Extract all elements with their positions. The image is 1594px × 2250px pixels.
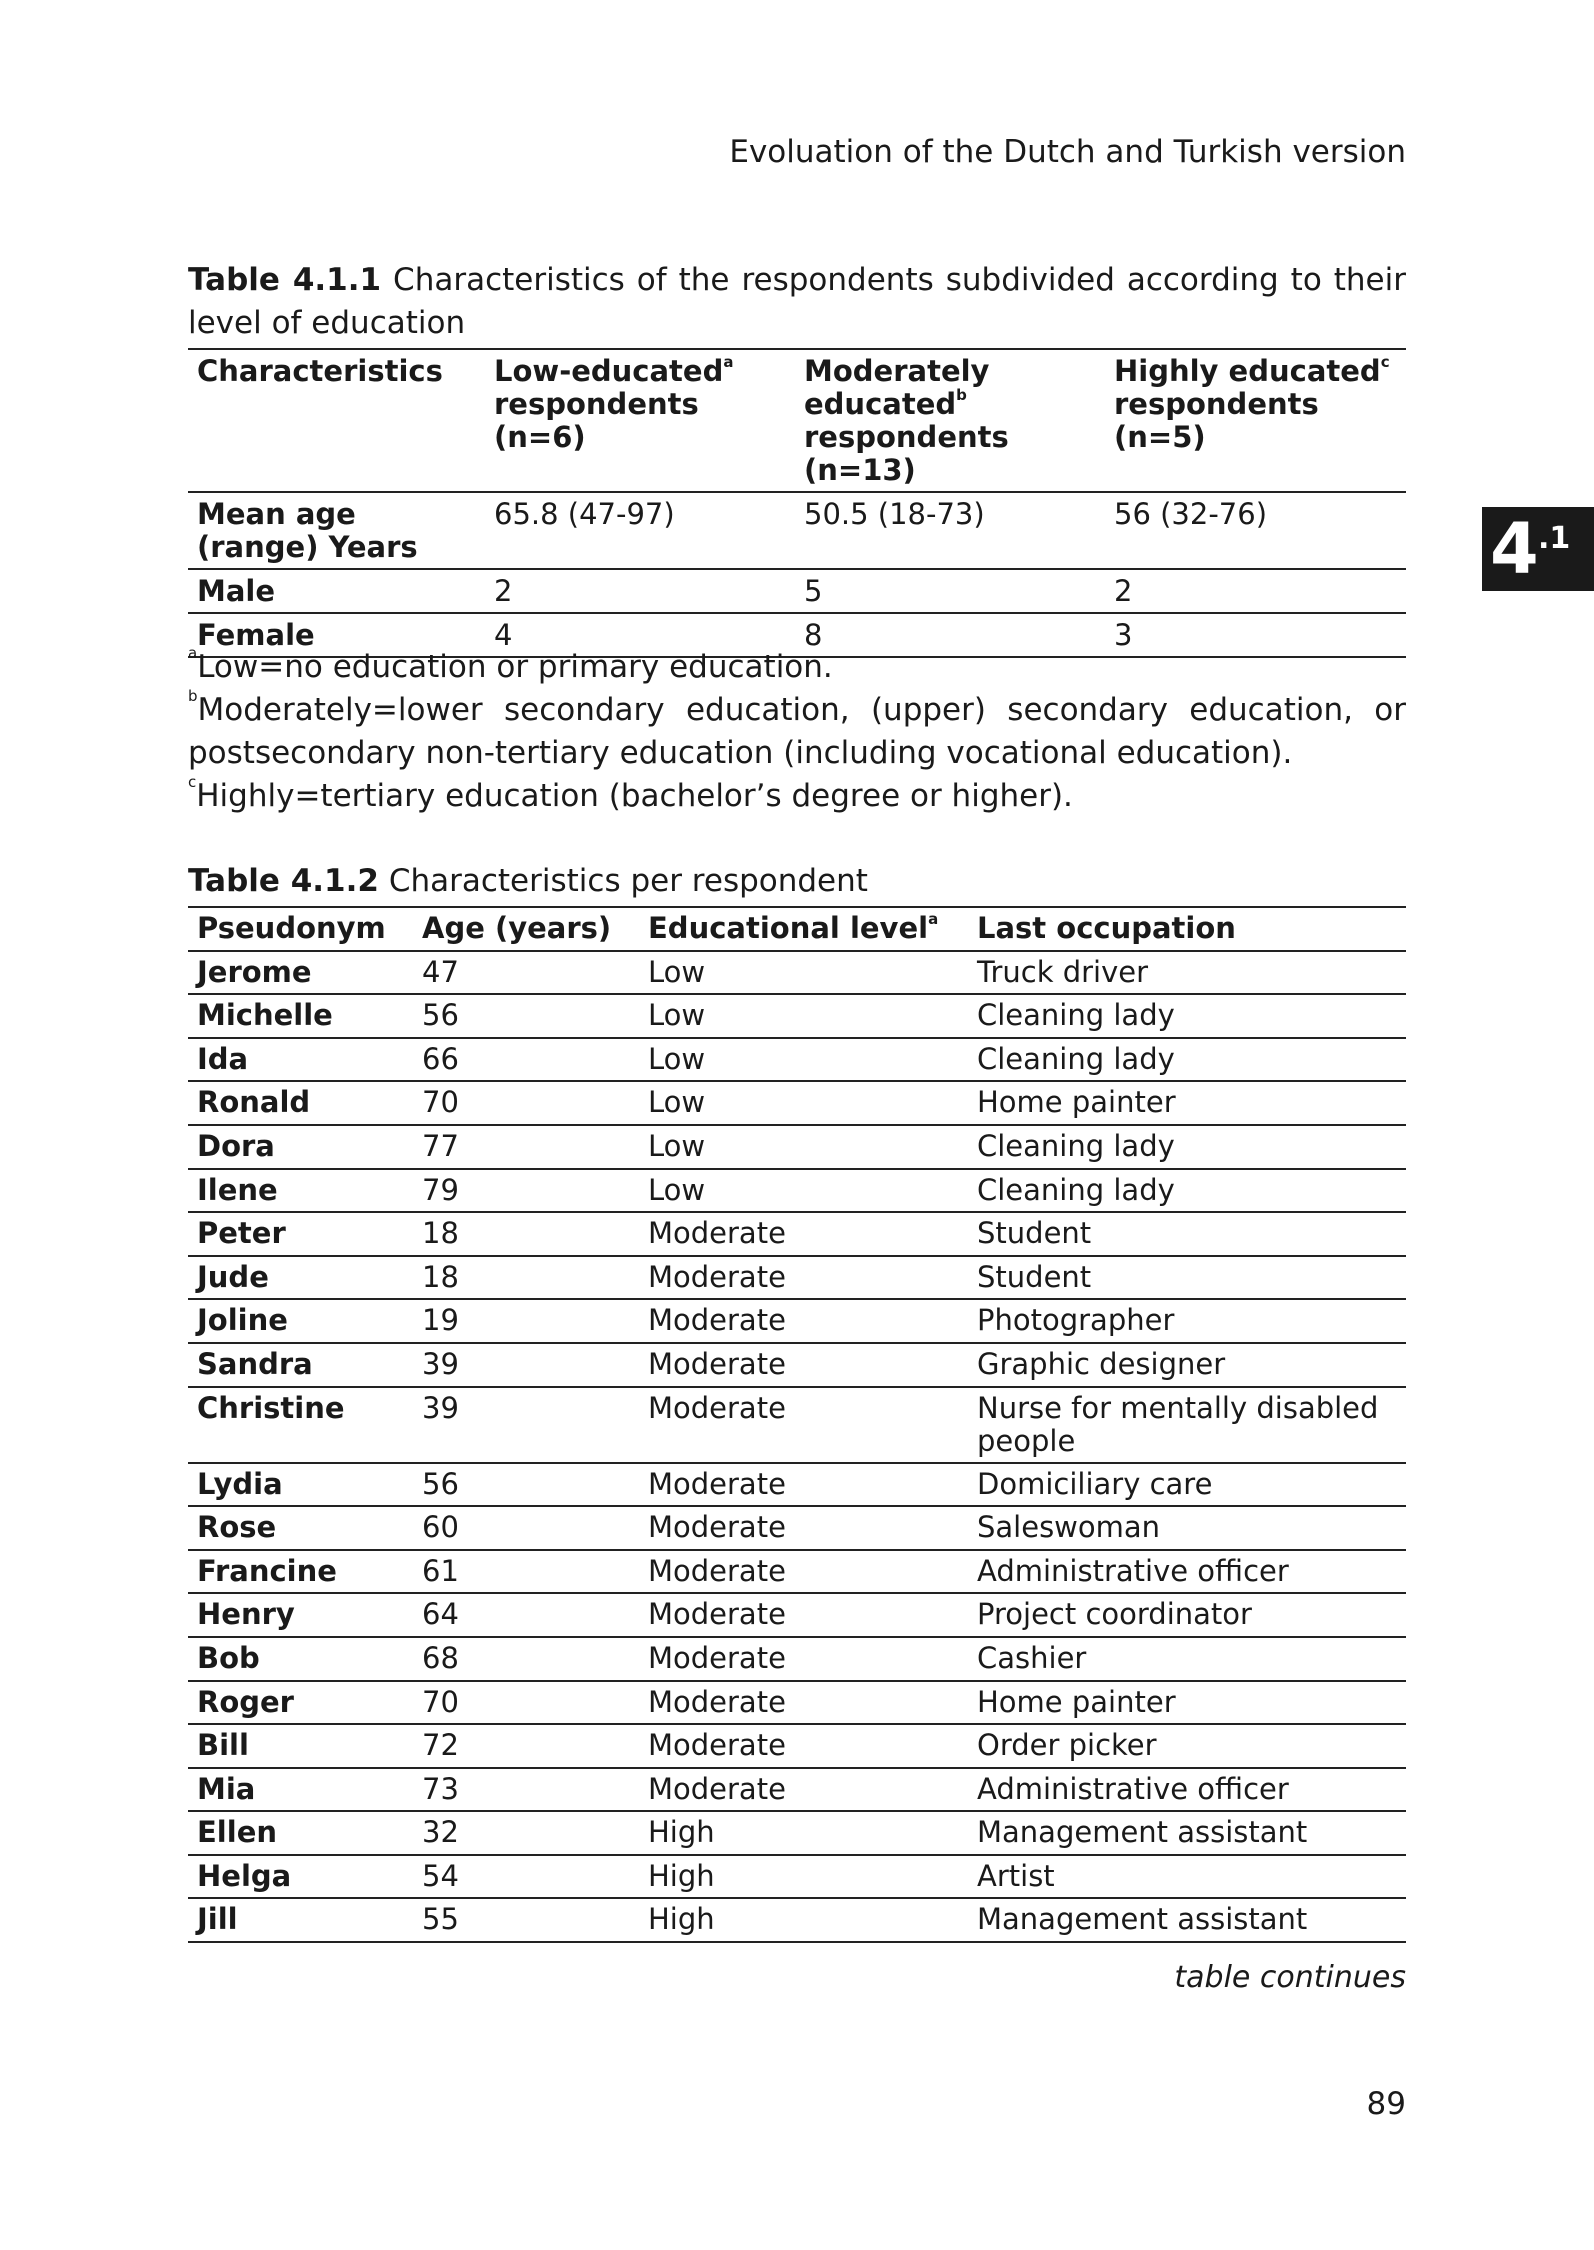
table-row — [188, 1256, 1406, 1300]
cell: 32 — [422, 1815, 459, 1850]
cell: 77 — [422, 1128, 459, 1163]
table-row — [188, 1343, 1406, 1387]
row-label: Peter — [197, 1216, 286, 1251]
cell: Management assistant — [977, 1815, 1308, 1850]
cell: 19 — [422, 1303, 459, 1338]
row-label: Ilene — [197, 1172, 278, 1207]
cell: 4 — [494, 618, 513, 652]
cell: 55 — [422, 1902, 459, 1937]
cell: 39 — [422, 1346, 459, 1381]
cell: Home painter — [977, 1085, 1176, 1120]
cell: Administrative officer — [977, 1771, 1289, 1806]
table-row — [188, 1387, 1406, 1463]
cell: Order picker — [977, 1728, 1157, 1763]
table-row — [188, 1299, 1406, 1343]
cell: Moderate — [648, 1466, 786, 1501]
row-label: Christine — [197, 1390, 345, 1425]
cell: Student — [977, 1259, 1092, 1294]
cell: 2 — [494, 574, 513, 608]
col-header: Low-educated$^a$ respondents (n=6) — [494, 353, 734, 454]
chapter-number: 4 — [1490, 508, 1539, 590]
cell: Cleaning lady — [977, 998, 1175, 1033]
row-label: Jerome — [197, 954, 312, 989]
cell: 65.8 (47-97) — [494, 497, 675, 531]
cell: 73 — [422, 1771, 459, 1806]
cell: Nurse for mentally disabled people — [977, 1390, 1379, 1458]
cell: Moderate — [648, 1346, 786, 1381]
cell: Moderate — [648, 1728, 786, 1763]
row-label: Sandra — [197, 1346, 313, 1381]
row-label: Rose — [197, 1510, 277, 1545]
cell: Home painter — [977, 1684, 1176, 1719]
col-header: Characteristics — [197, 354, 443, 388]
cell: 56 — [422, 998, 459, 1033]
table-row — [188, 1855, 1406, 1899]
table-row — [188, 492, 1406, 569]
row-label: Mia — [197, 1771, 256, 1806]
cell: Student — [977, 1216, 1092, 1251]
cell: 79 — [422, 1172, 459, 1207]
cell: 18 — [422, 1216, 459, 1251]
col-header: Highly educated$^c$ respondents (n=5) — [1114, 353, 1390, 454]
row-label: Bill — [197, 1728, 249, 1763]
running-header: Evoluation of the Dutch and Turkish version — [729, 134, 1406, 170]
table-row — [188, 1212, 1406, 1256]
table2 — [188, 906, 1406, 1943]
cell: Project coordinator — [977, 1597, 1252, 1632]
table-continues-note: table continues — [1174, 1960, 1406, 1995]
table-row — [188, 1550, 1406, 1594]
chapter-tab — [1482, 507, 1594, 591]
table-row — [188, 1463, 1406, 1507]
table1 — [188, 348, 1406, 658]
cell: Graphic designer — [977, 1346, 1226, 1381]
table-row — [188, 1593, 1406, 1637]
row-label: Ellen — [197, 1815, 278, 1850]
cell: Administrative officer — [977, 1553, 1289, 1588]
col-header: Last occupation — [977, 911, 1236, 945]
chapter-subnumber: .1 — [1538, 521, 1571, 556]
cell: 61 — [422, 1553, 459, 1588]
cell: 8 — [804, 618, 823, 652]
cell: Saleswoman — [977, 1510, 1161, 1545]
cell: Moderate — [648, 1390, 786, 1425]
cell: Moderate — [648, 1640, 786, 1675]
page-number: 89 — [1366, 2086, 1406, 2122]
row-label: Dora — [197, 1128, 275, 1163]
table1-caption: Table 4.1.1 Characteristics of the respondents subdivided according to their level of education — [188, 262, 1406, 341]
row-label: Ida — [197, 1041, 249, 1076]
cell: 64 — [422, 1597, 459, 1632]
cell: Moderate — [648, 1216, 786, 1251]
table1-header-row — [188, 349, 1406, 492]
col-header: Moderately educated$^b$ respondents (n=13) — [804, 354, 1009, 487]
cell: Management assistant — [977, 1902, 1308, 1937]
cell: High — [648, 1815, 715, 1850]
footnote: $^c$Highly=tertiary education (bachelor’s degree or higher). — [188, 773, 1073, 814]
cell: Artist — [977, 1858, 1055, 1893]
cell: Cleaning lady — [977, 1041, 1175, 1076]
cell: Moderate — [648, 1259, 786, 1294]
cell: Low — [648, 954, 706, 989]
col-header: Pseudonym — [197, 911, 386, 945]
row-label: Ronald — [197, 1085, 311, 1120]
cell: Low — [648, 1041, 706, 1076]
table-row — [188, 1637, 1406, 1681]
table-row — [188, 1724, 1406, 1768]
table-row — [188, 1169, 1406, 1213]
cell: 60 — [422, 1510, 459, 1545]
cell: Moderate — [648, 1510, 786, 1545]
row-label: Bob — [197, 1640, 260, 1675]
row-label: Male — [197, 574, 276, 608]
col-header: Educational level$^a$ — [648, 910, 939, 945]
row-label: Female — [197, 618, 315, 652]
cell: Moderate — [648, 1771, 786, 1806]
table-row — [188, 1081, 1406, 1125]
cell: 47 — [422, 954, 459, 989]
cell: 3 — [1114, 618, 1133, 652]
cell: High — [648, 1858, 715, 1893]
row-label: Jude — [197, 1259, 269, 1294]
row-label: Michelle — [197, 998, 333, 1033]
cell: Cleaning lady — [977, 1172, 1175, 1207]
cell: Cleaning lady — [977, 1128, 1175, 1163]
cell: Moderate — [648, 1597, 786, 1632]
footnote: $^a$Low=no education or primary education. — [188, 644, 833, 685]
table-row — [188, 1681, 1406, 1725]
table-row — [188, 994, 1406, 1038]
cell: Cashier — [977, 1640, 1087, 1675]
cell: 72 — [422, 1728, 459, 1763]
row-label: Joline — [197, 1303, 288, 1338]
row-label: Lydia — [197, 1466, 283, 1501]
row-label: Henry — [197, 1597, 295, 1632]
col-header: Age (years) — [422, 911, 612, 945]
cell: 5 — [804, 574, 823, 608]
table-row — [188, 1125, 1406, 1169]
table-row — [188, 1898, 1406, 1942]
table-row — [188, 1768, 1406, 1812]
cell: Low — [648, 1128, 706, 1163]
table-row — [188, 1811, 1406, 1855]
cell: Truck driver — [977, 954, 1149, 989]
cell: Photographer — [977, 1303, 1175, 1338]
table-row — [188, 951, 1406, 995]
cell: 50.5 (18-73) — [804, 497, 985, 531]
cell: Moderate — [648, 1303, 786, 1338]
cell: 56 (32-76) — [1114, 497, 1268, 531]
table-row — [188, 1506, 1406, 1550]
cell: 39 — [422, 1390, 459, 1425]
footnote: $^b$Moderately=lower secondary education, (upper) secondary education, or postsecondary non-tertiary education (including vocational education). — [188, 687, 1406, 771]
cell: Domiciliary care — [977, 1466, 1213, 1501]
table-row — [188, 569, 1406, 613]
row-label: Jill — [197, 1902, 238, 1937]
cell: Low — [648, 1172, 706, 1207]
cell: 68 — [422, 1640, 459, 1675]
cell: Moderate — [648, 1684, 786, 1719]
table2-header-row — [188, 907, 1406, 951]
table-row — [188, 1038, 1406, 1082]
cell: Low — [648, 998, 706, 1033]
cell: Moderate — [648, 1553, 786, 1588]
cell: Low — [648, 1085, 706, 1120]
cell: 66 — [422, 1041, 459, 1076]
row-label: Helga — [197, 1858, 292, 1893]
table2-caption: Table 4.1.2 Characteristics per respondent — [188, 863, 868, 899]
row-label: Mean age (range) Years — [197, 497, 418, 564]
row-label: Francine — [197, 1553, 337, 1588]
cell: 54 — [422, 1858, 459, 1893]
cell: 18 — [422, 1259, 459, 1294]
cell: 70 — [422, 1085, 459, 1120]
cell: 2 — [1114, 574, 1133, 608]
cell: 70 — [422, 1684, 459, 1719]
row-label: Roger — [197, 1684, 294, 1719]
cell: 56 — [422, 1466, 459, 1501]
cell: High — [648, 1902, 715, 1937]
